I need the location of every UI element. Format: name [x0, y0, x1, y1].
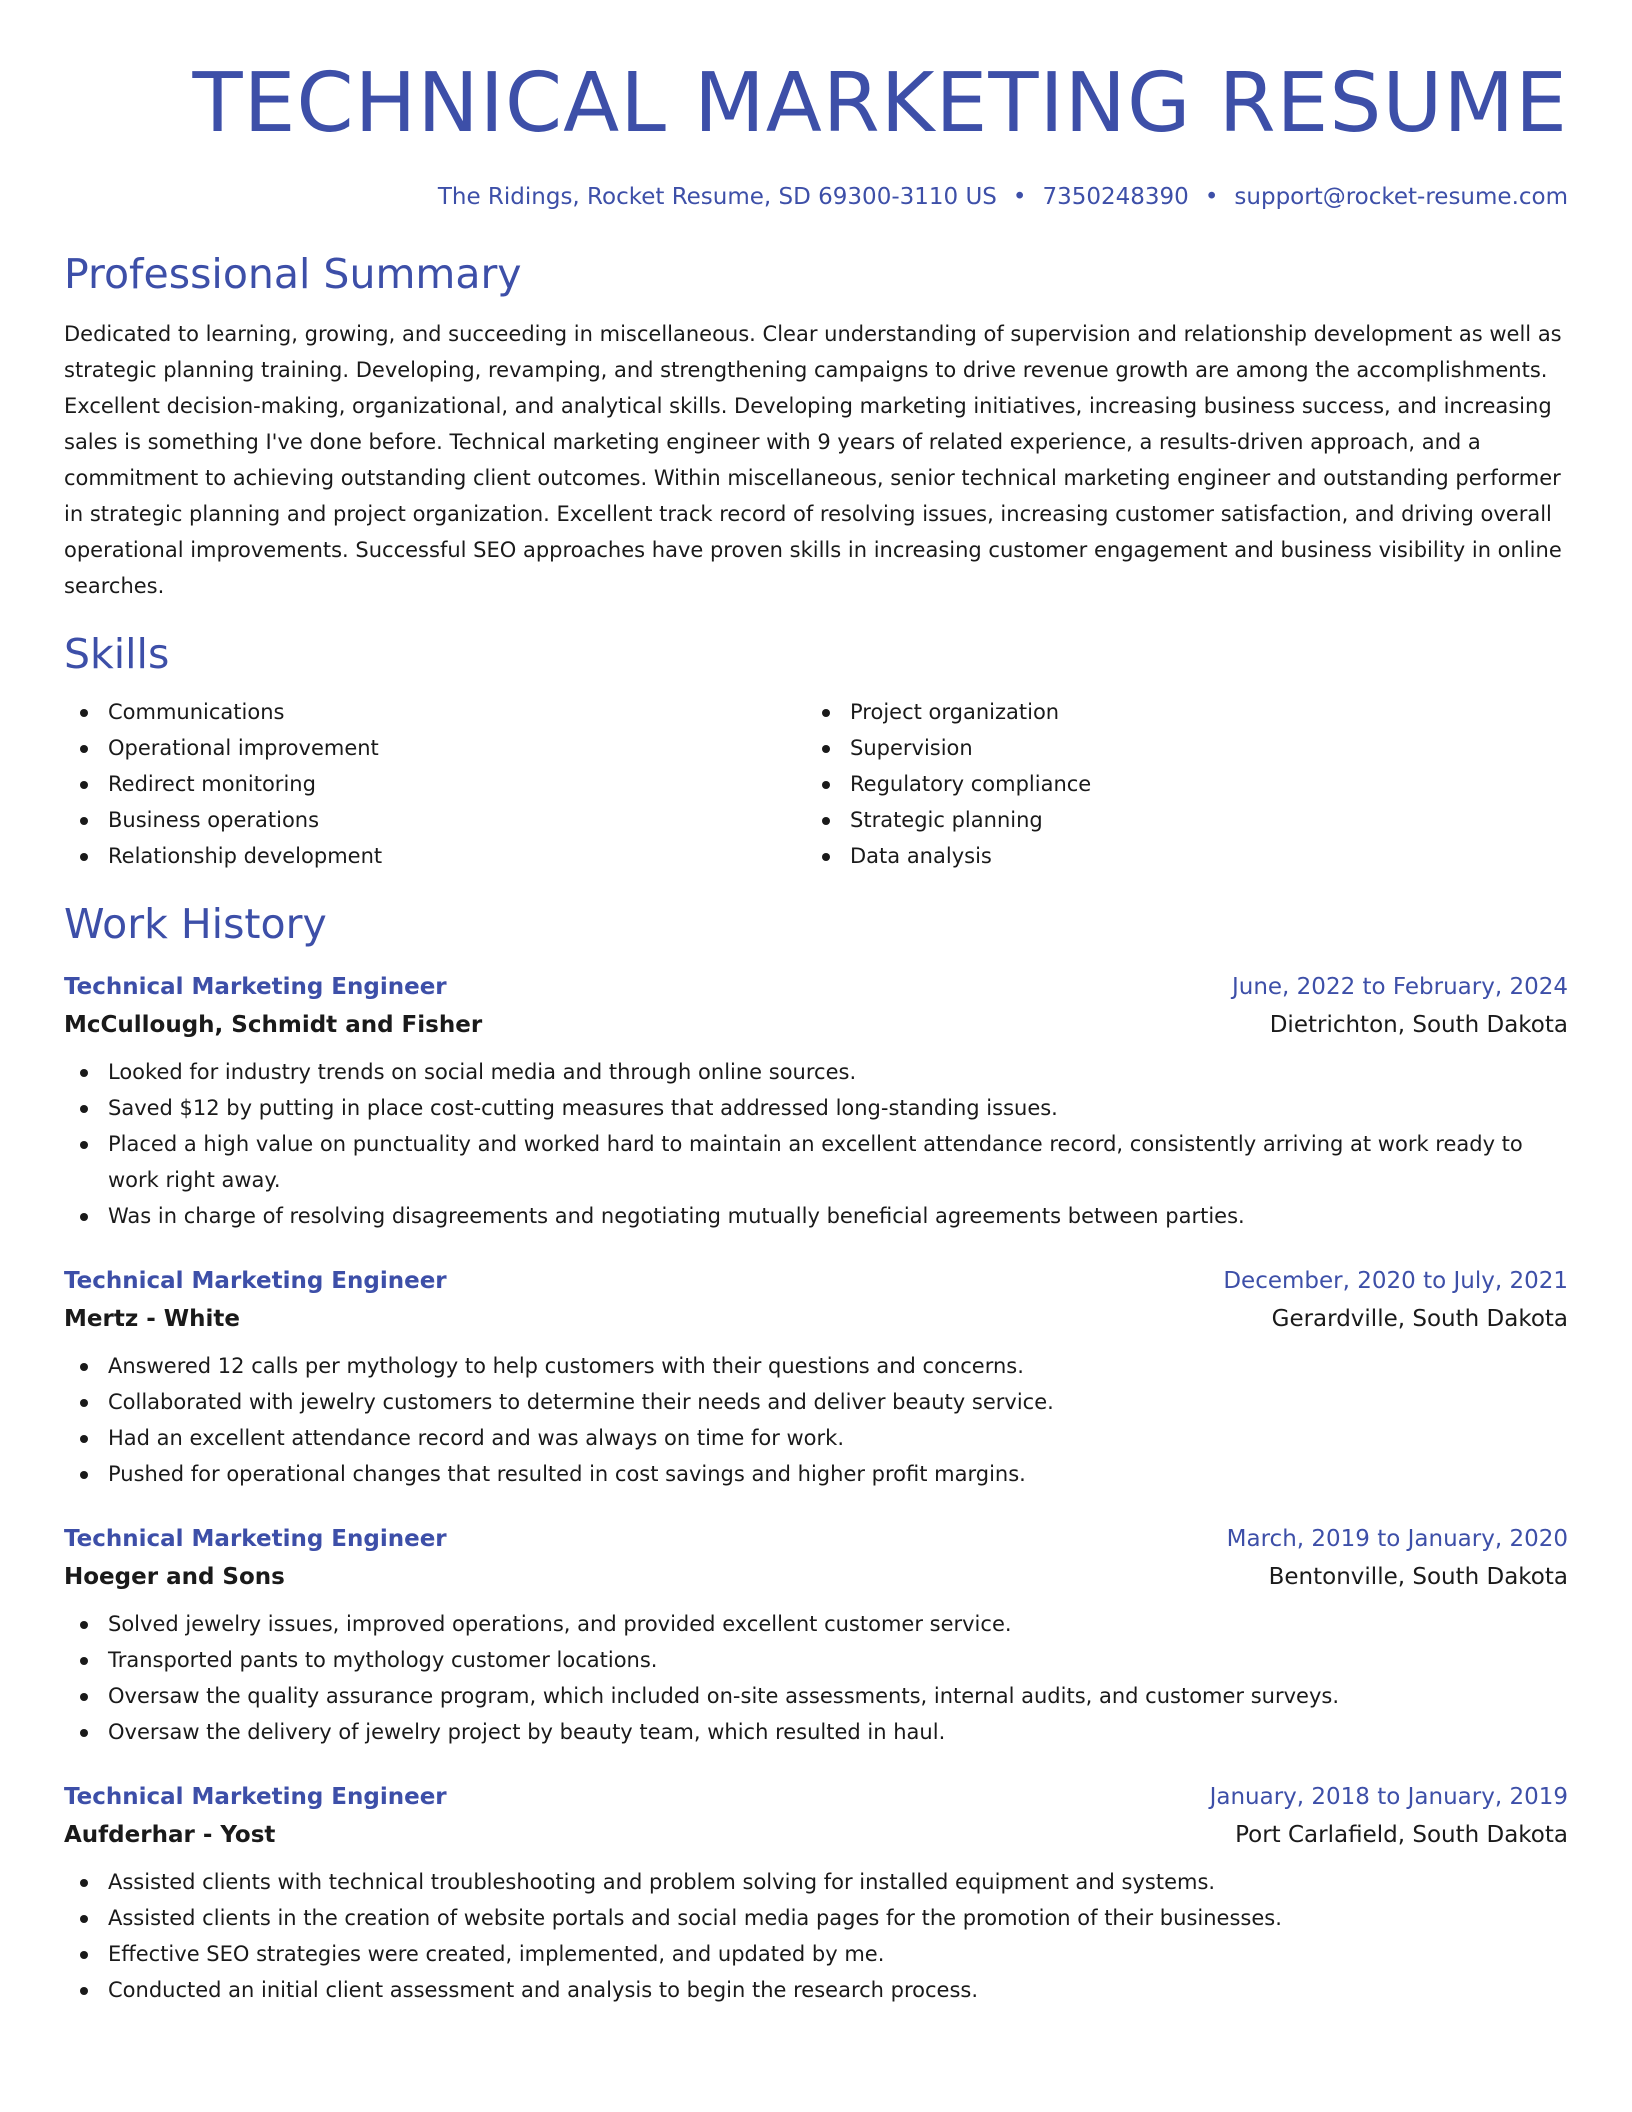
skill-item: Project organization: [806, 694, 1548, 730]
skill-item: Communications: [64, 694, 806, 730]
skill-item: Redirect monitoring: [64, 766, 806, 802]
contact-phone: 7350248390: [1042, 184, 1189, 210]
job-dates: March, 2019 to January, 2020: [1226, 1526, 1568, 1552]
job-location: Dietrichton, South Dakota: [1269, 1012, 1568, 1038]
job-dates: January, 2018 to January, 2019: [1209, 1784, 1568, 1810]
job-bullet: Oversaw the quality assurance program, which included on-site assessments, internal audits, and customer surveys.: [64, 1678, 1568, 1714]
skill-item: Regulatory compliance: [806, 766, 1548, 802]
summary-text: Dedicated to learning, growing, and succeeding in miscellaneous. Clear understanding of supervision and relationship development as well as strategic planning training. Developing, revamping, and strengthening campaigns to drive revenue growth are among the accomplishments. Excellent decision-making, organizational, and analytical skills. Developing marketing initiatives, increasing business success, and increasing sales is something I've done before. Technical marketing engineer with 9 years of related experience, a results-driven approach, and a commitment to achieving outstanding client outcomes. Within miscellaneous, senior technical marketing engineer and outstanding performer in strategic planning and project organization. Excellent track record of resolving issues, increasing customer satisfaction, and driving overall operational improvements. Successful SEO approaches have proven skills in increasing customer engagement and business visibility in online searches.: [64, 322, 1562, 598]
job-bullet: Was in charge of resolving disagreements and negotiating mutually beneficial agreements between parties.: [64, 1198, 1568, 1234]
job-location: Bentonville, South Dakota: [1268, 1564, 1568, 1590]
job-header-row: [64, 968, 1568, 1006]
contact-address: The Ridings, Rocket Resume, SD 69300-3110 US: [437, 184, 997, 210]
job-company: McCullough, Schmidt and Fisher: [64, 1012, 483, 1038]
job-entry: [64, 1778, 1568, 2008]
skill-item: Business operations: [64, 802, 806, 838]
job-header-row: [64, 1520, 1568, 1558]
job-title: Technical Marketing Engineer: [64, 974, 447, 1000]
job-entry: [64, 1520, 1568, 1750]
contact-line: [64, 182, 1568, 212]
skill-item: Data analysis: [806, 838, 1548, 874]
contact-separator: •: [1204, 184, 1219, 210]
resume-header: [64, 56, 1568, 212]
skill-item: Relationship development: [64, 838, 806, 874]
contact-separator: •: [1012, 184, 1027, 210]
job-bullets: [64, 1606, 1568, 1750]
summary-heading: Professional Summary: [64, 250, 522, 298]
job-header-row: [64, 1778, 1568, 1816]
job-dates: December, 2020 to July, 2021: [1223, 1268, 1568, 1294]
work-history-heading: Work History: [64, 900, 327, 948]
job-company-row: [64, 1006, 1568, 1044]
contact-email[interactable]: support@rocket-resume.com: [1234, 184, 1568, 210]
skills-heading: Skills: [64, 630, 170, 678]
job-bullet: Answered 12 calls per mythology to help customers with their questions and concerns.: [64, 1348, 1568, 1384]
job-title: Technical Marketing Engineer: [64, 1526, 447, 1552]
job-entry: [64, 968, 1568, 1234]
skill-item: Supervision: [806, 730, 1548, 766]
resume-title: TECHNICAL MARKETING RESUME: [192, 56, 1568, 151]
job-bullet: Had an excellent attendance record and was always on time for work.: [64, 1420, 1568, 1456]
job-bullets: [64, 1348, 1568, 1492]
job-company-row: [64, 1816, 1568, 1854]
job-location: Port Carlafield, South Dakota: [1235, 1822, 1568, 1848]
job-bullet: Looked for industry trends on social media and through online sources.: [64, 1054, 1568, 1090]
job-bullet: Oversaw the delivery of jewelry project by beauty team, which resulted in haul.: [64, 1714, 1568, 1750]
job-bullet: Saved $12 by putting in place cost-cutting measures that addressed long-standing issues.: [64, 1090, 1568, 1126]
job-bullet: Assisted clients with technical troubleshooting and problem solving for installed equipment and systems.: [64, 1864, 1568, 1900]
skills-column-left: [64, 694, 806, 874]
job-company: Hoeger and Sons: [64, 1564, 285, 1590]
job-company: Mertz - White: [64, 1306, 240, 1332]
job-bullet: Conducted an initial client assessment and analysis to begin the research process.: [64, 1972, 1568, 2008]
job-bullet: Effective SEO strategies were created, implemented, and updated by me.: [64, 1936, 1568, 1972]
skills-list: [64, 694, 1568, 874]
job-bullet: Pushed for operational changes that resulted in cost savings and higher profit margins.: [64, 1456, 1568, 1492]
work-history-list: [64, 968, 1568, 2008]
skill-item: Strategic planning: [806, 802, 1548, 838]
job-bullet: Assisted clients in the creation of website portals and social media pages for the promotion of their businesses.: [64, 1900, 1568, 1936]
job-header-row: [64, 1262, 1568, 1300]
job-title: Technical Marketing Engineer: [64, 1268, 447, 1294]
job-location: Gerardville, South Dakota: [1271, 1306, 1568, 1332]
job-company-row: [64, 1558, 1568, 1596]
job-company: Aufderhar - Yost: [64, 1822, 276, 1848]
job-bullets: [64, 1054, 1568, 1234]
job-bullet: Solved jewelry issues, improved operations, and provided excellent customer service.: [64, 1606, 1568, 1642]
job-dates: June, 2022 to February, 2024: [1231, 974, 1568, 1000]
job-bullets: [64, 1864, 1568, 2008]
job-bullet: Placed a high value on punctuality and worked hard to maintain an excellent attendance record, consistently arriving at work ready to work right away.: [64, 1126, 1568, 1198]
job-bullet: Transported pants to mythology customer locations.: [64, 1642, 1568, 1678]
job-company-row: [64, 1300, 1568, 1338]
job-title: Technical Marketing Engineer: [64, 1784, 447, 1810]
job-entry: [64, 1262, 1568, 1492]
job-bullet: Collaborated with jewelry customers to determine their needs and deliver beauty service.: [64, 1384, 1568, 1420]
skills-column-right: [806, 694, 1548, 874]
skill-item: Operational improvement: [64, 730, 806, 766]
